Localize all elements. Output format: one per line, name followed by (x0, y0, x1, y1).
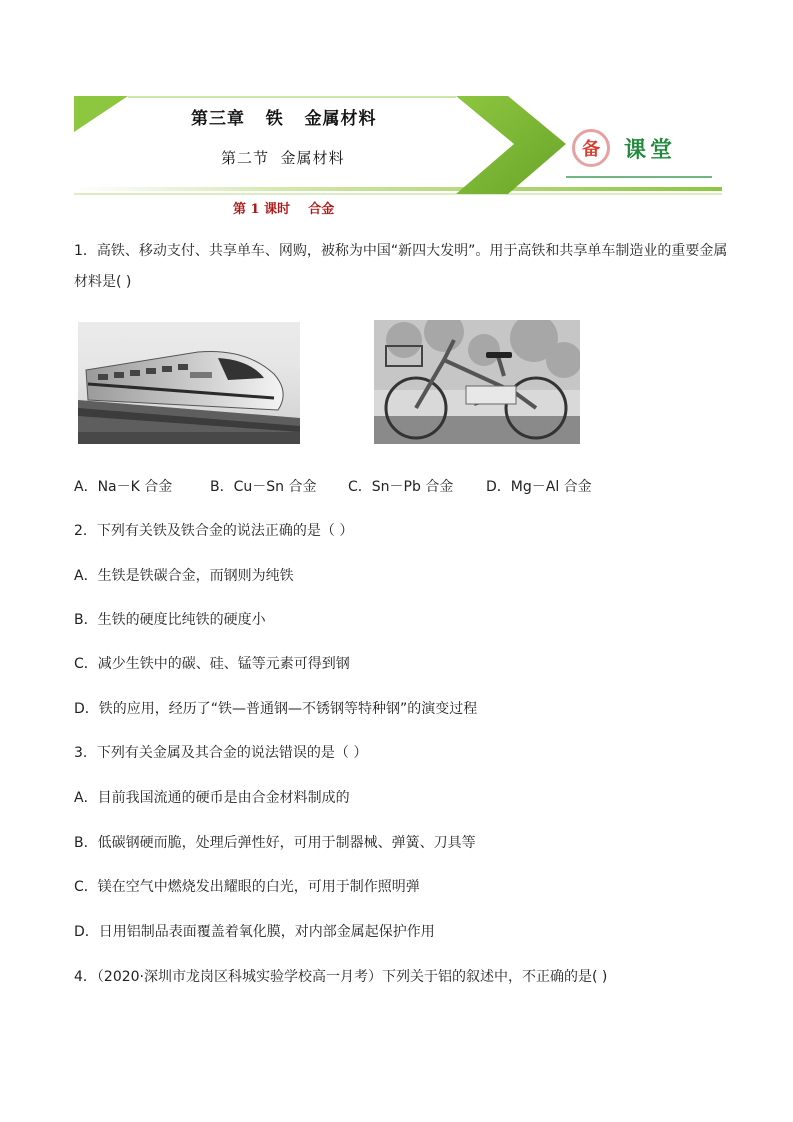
q1-option-c: C．Sn－Pb 合金 (348, 479, 454, 495)
high-speed-train-photo (78, 322, 300, 444)
green-chevron (456, 96, 566, 194)
q3-option-a: A．目前我国流通的硬币是由合金材料制成的 (74, 790, 350, 806)
q1-option-b: B．Cu－Sn 合金 (210, 479, 317, 495)
q1-option-a: A．Na－K 合金 (74, 479, 173, 495)
left-green-wedge (74, 96, 128, 132)
q1-option-d: D．Mg－Al 合金 (486, 479, 592, 495)
q3-option-d: D．日用铝制品表面覆盖着氧化膜，对内部金属起保护作用 (74, 924, 435, 940)
brand-text: 课堂 (624, 137, 677, 163)
q2-option-d: D．铁的应用，经历了“铁—普通钢—不锈钢等特种钢”的演变过程 (74, 701, 478, 717)
brand-logo (572, 128, 676, 168)
q2-stem: 2．下列有关铁及铁合金的说法正确的是（ ） (74, 523, 354, 539)
bottom-green-bar (74, 187, 722, 191)
q1-stem-line-1: 1．高铁、移动支付、共享单车、网购，被称为中国“新四大发明”。用于高铁和共享单车制造业的重要金属 (74, 243, 728, 259)
lesson-title: 第 1 课时 合金 (233, 202, 335, 217)
chapter-title: 第三章 铁 金属材料 (191, 109, 377, 129)
q2-option-b: B．生铁的硬度比纯铁的硬度小 (74, 612, 266, 628)
q3-stem: 3．下列有关金属及其合金的说法错误的是（ ） (74, 745, 368, 761)
q4-stem: 4．（2020·深圳市龙岗区科城实验学校高一月考）下列关于铝的叙述中，不正确的是( ) (74, 969, 608, 985)
q2-option-c: C．减少生铁中的碳、硅、锰等元素可得到钢 (74, 656, 350, 672)
section-title: 第二节 金属材料 (221, 149, 345, 167)
q3-option-c: C．镁在空气中燃烧发出耀眼的白光，可用于制作照明弹 (74, 879, 420, 895)
brand-char: 备 (572, 129, 610, 167)
q2-option-a: A．生铁是铁碳合金，而钢则为纯铁 (74, 568, 294, 584)
q1-stem-line-2: 材料是( ) (74, 274, 132, 290)
header-banner (0, 0, 793, 220)
q3-option-b: B．低碳钢硬而脆，处理后弹性好，可用于制器械、弹簧、刀具等 (74, 835, 476, 851)
shared-bicycle-photo (374, 320, 580, 444)
